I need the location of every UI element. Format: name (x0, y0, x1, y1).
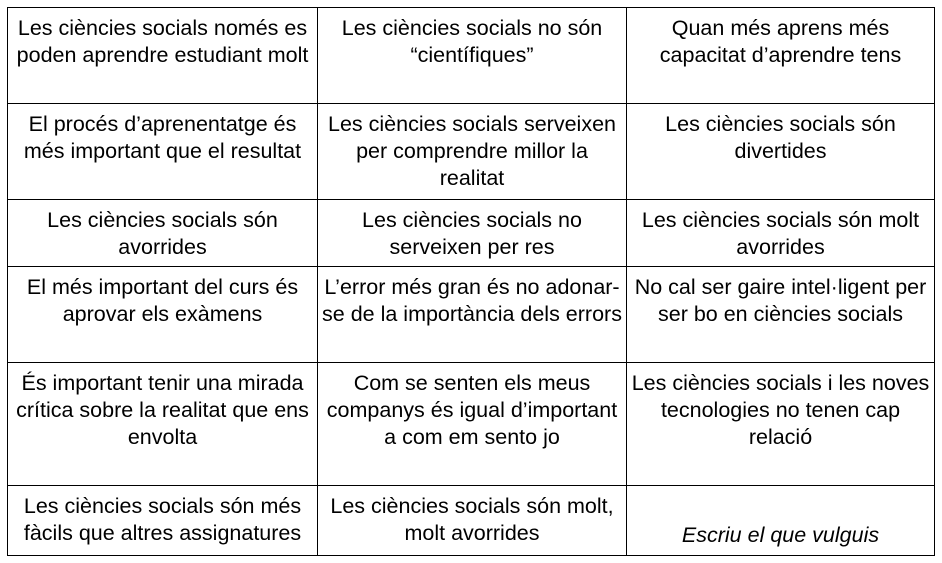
table-cell: Les ciències socials no serveixen per res (318, 200, 627, 267)
statements-table (7, 7, 935, 556)
table-cell: No cal ser gaire intel·ligent per ser bo en ciències socials (627, 267, 935, 363)
table-cell: Les ciències socials i les noves tecnologies no tenen cap relació (627, 363, 935, 486)
table-row (8, 267, 935, 363)
table-row (8, 104, 935, 200)
table-cell: Com se senten els meus companys és igual d’important a com em sento jo (318, 363, 627, 486)
table-cell: El més important del curs és aprovar els exàmens (8, 267, 318, 363)
table-row (8, 8, 935, 104)
table-cell: El procés d’aprenentatge és més important que el resultat (8, 104, 318, 200)
table-cell: Les ciències socials serveixen per comprendre millor la realitat (318, 104, 627, 200)
table-row (8, 486, 935, 556)
table-cell: Les ciències socials no són “científiques” (318, 8, 627, 104)
table-cell: És important tenir una mirada crítica sobre la realitat que ens envolta (8, 363, 318, 486)
table-cell: Quan més aprens més capacitat d’aprendre tens (627, 8, 935, 104)
table-cell: Les ciències socials són molt avorrides (627, 200, 935, 267)
table-cell: Les ciències socials només es poden aprendre estudiant molt (8, 8, 318, 104)
table-row (8, 200, 935, 267)
table-row (8, 363, 935, 486)
table-cell: Les ciències socials són molt, molt avorrides (318, 486, 627, 556)
table-cell: Les ciències socials són divertides (627, 104, 935, 200)
table-cell: Les ciències socials són avorrides (8, 200, 318, 267)
free-write-prompt: Escriu el que vulguis (627, 486, 935, 556)
table-cell: Les ciències socials són més fàcils que altres assignatures (8, 486, 318, 556)
table-cell: L’error més gran és no adonar-se de la importància dels errors (318, 267, 627, 363)
